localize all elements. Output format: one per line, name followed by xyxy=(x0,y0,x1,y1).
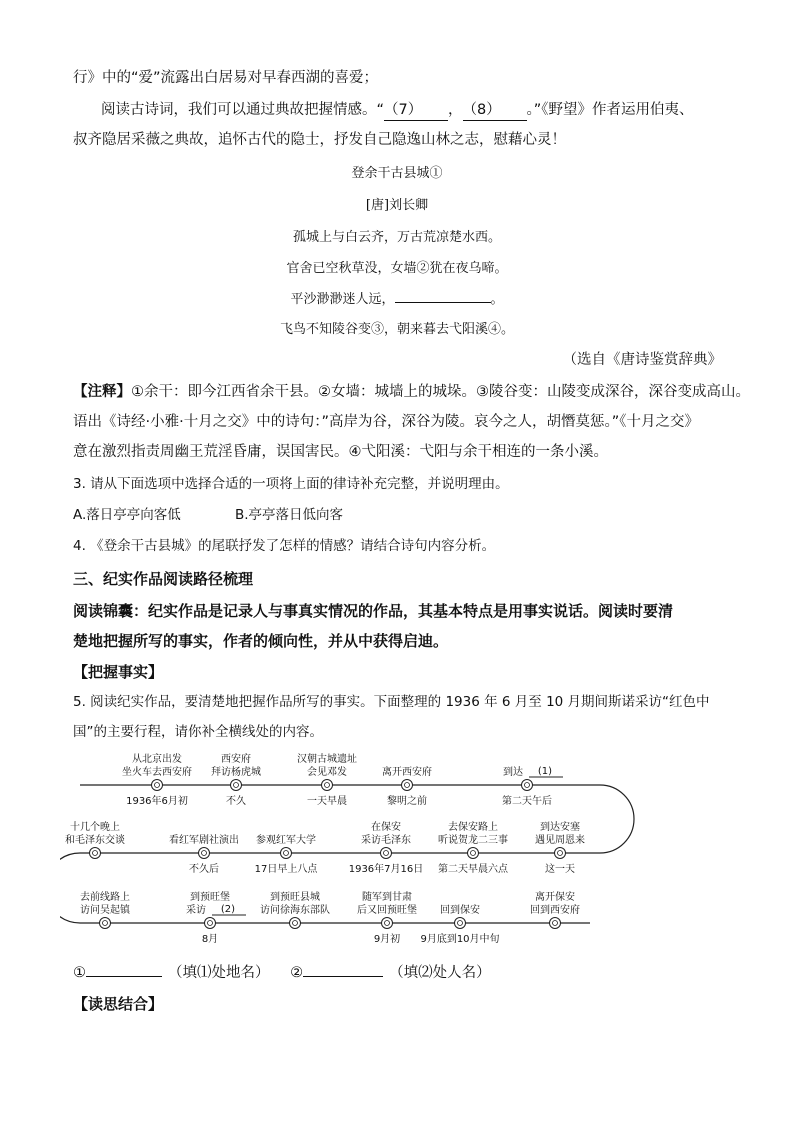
tip-line: 阅读锦囊：纪实作品是记录人与事真实情况的作品，其基本特点是用事实说话。阅读时要清 xyxy=(73,602,674,620)
question-3: 3. 请从下面选项中选择合适的一项将上面的律诗补充完整，并说明理由。 xyxy=(73,476,509,492)
timeline-stop-label: 到达安塞 xyxy=(540,822,580,833)
timeline-stop-date: 一天早晨 xyxy=(307,796,347,807)
timeline-node xyxy=(550,918,561,929)
timeline-stop-date: 1936年6月初 xyxy=(126,796,188,807)
timeline-stop-date: 1936年7月16日 xyxy=(348,864,424,875)
option-a[interactable]: A.落日亭亭向客低 xyxy=(73,507,181,523)
timeline-stop-label: 随军到甘肃 xyxy=(362,892,412,903)
poem-line: 孤城上与白云齐，万古荒凉楚水西。 xyxy=(292,230,501,245)
timeline-stop-label: 去保安路上 xyxy=(448,822,498,833)
timeline-node xyxy=(381,848,392,859)
timeline-stop-label: 看红军剧社演出 xyxy=(169,835,239,846)
timeline-node xyxy=(455,918,466,929)
timeline-node xyxy=(290,918,301,929)
subsection-title: 【读思结合】 xyxy=(73,995,164,1013)
blank-label: （8） xyxy=(462,102,501,118)
timeline-stop-date: 这一天 xyxy=(545,864,575,875)
timeline-stop-label: 和毛泽东交谈 xyxy=(65,835,125,846)
timeline-blank-label: (2) xyxy=(220,904,236,915)
timeline-node xyxy=(281,848,292,859)
timeline-node xyxy=(468,848,479,859)
poem-title: 登余干古县城① xyxy=(351,166,443,181)
itinerary-timeline xyxy=(60,740,640,960)
timeline-node xyxy=(555,848,566,859)
timeline-stop-label: 在保安 xyxy=(371,822,401,833)
timeline-stop-label: 采访毛泽东 xyxy=(361,835,411,846)
poem-line: 官舍已空秋草没，女墙②犹在夜乌啼。 xyxy=(286,261,508,276)
answer-2-hint: （填⑵处人名） xyxy=(389,965,491,981)
timeline-stop-label: 听说贺龙二三事 xyxy=(438,835,508,846)
timeline-stop-label: 后又回预旺堡 xyxy=(357,905,417,916)
timeline-stop-label: 从北京出发 xyxy=(132,754,182,765)
section-title: 三、纪实作品阅读路径梳理 xyxy=(73,570,254,588)
timeline-stop-label: 坐火车去西安府 xyxy=(122,767,192,778)
text-fragment: 。”《野望》作者运用伯夷、 xyxy=(526,102,694,118)
question-5-cont: 国”的主要行程，请你补全横线处的内容。 xyxy=(73,724,323,740)
blank-7[interactable] xyxy=(384,100,448,121)
timeline-stop-label: 会见邓发 xyxy=(307,767,347,778)
timeline-node xyxy=(100,918,111,929)
answer-1-hint: （填⑴处地名） xyxy=(168,965,270,981)
tip-line: 楚地把握所写的事实，作者的倾向性，并从中获得启迪。 xyxy=(73,632,449,650)
note-line xyxy=(73,382,750,402)
text-line-with-blanks: 阅读古诗词，我们可以通过典故把握情感。“（7） ，（8） 。”《野望》作者运用伯夷、 xyxy=(101,100,694,121)
timeline-stop-label: 到达 xyxy=(503,767,523,778)
poem-blank[interactable] xyxy=(395,290,491,303)
timeline-stop-label: 访问吴起镇 xyxy=(80,905,130,916)
timeline-stop-date: 第二天午后 xyxy=(502,796,552,807)
timeline-stop-label: 参观红军大学 xyxy=(256,835,316,846)
timeline-stop-date: 黎明之前 xyxy=(387,796,427,807)
timeline-node xyxy=(382,918,393,929)
poem-line-with-blank xyxy=(0,288,794,307)
answer-1-blank[interactable] xyxy=(86,962,162,977)
timeline-stop-label: 离开西安府 xyxy=(382,767,432,778)
timeline-blank-label: (1) xyxy=(537,766,553,777)
timeline-stop-label: 离开保安 xyxy=(535,892,575,903)
timeline-node xyxy=(522,780,533,791)
timeline-stop-label: 十几个晚上 xyxy=(70,822,120,833)
timeline-stop-label: 到预旺县城 xyxy=(270,892,320,903)
answer-2-blank[interactable] xyxy=(303,962,383,977)
option-b[interactable]: B.亭亭落日低向客 xyxy=(235,507,344,523)
note-line: 语出《诗经·小雅·十月之交》中的诗句：”高岸为谷，深谷为陵。哀今之人，胡憯莫惩。”《十月之交》 xyxy=(73,414,699,430)
timeline-stop-label: 回到西安府 xyxy=(530,905,580,916)
timeline-stop-label: 去前线路上 xyxy=(80,892,130,903)
text-fragment: 阅读古诗词，我们可以通过典故把握情感。“ xyxy=(101,102,385,118)
timeline-stop-date: 9月初 xyxy=(373,934,401,945)
text-line: 行》中的“爱”流露出白居易对早春西湖的喜爱； xyxy=(73,70,379,86)
timeline-stop-label: 回到保安 xyxy=(440,905,480,916)
timeline-stop-label: 拜访杨虎城 xyxy=(211,767,261,778)
poem-source: （选自《唐诗鉴赏辞典》 xyxy=(562,352,722,368)
answer-2-label: ② xyxy=(290,965,304,981)
timeline-stop-date: 8月 xyxy=(201,934,219,945)
timeline-stop-date: 不久后 xyxy=(189,864,219,875)
timeline-stop-label: 访问徐海东部队 xyxy=(260,905,330,916)
timeline-stop-label: 遇见周恩来 xyxy=(535,835,585,846)
timeline-stop-label: 到预旺堡 xyxy=(190,892,230,903)
timeline-stop-date: 不久 xyxy=(226,796,246,807)
timeline-stop-date: 9月底到10月中旬 xyxy=(420,934,500,945)
poem-fragment: 平沙渺渺迷人远， xyxy=(290,292,395,307)
timeline-stop-label: 汉朝古城遗址 xyxy=(297,754,357,765)
timeline-node xyxy=(402,780,413,791)
note-text: ①余干：即今江西省余干县。②女墙：城墙上的城垛。③陵谷变：山陵变成深谷，深谷变成高山。 xyxy=(131,384,750,400)
timeline-stop-date: 17日早上八点 xyxy=(254,864,318,875)
subsection-title: 【把握事实】 xyxy=(73,663,164,681)
question-5: 5. 阅读纪实作品，要清楚地把握作品所写的事实。下面整理的 1936 年 6 月至 10 月期间斯诺采访“红色中 xyxy=(73,694,710,710)
answer-1-label: ① xyxy=(73,965,86,981)
question-4: 4. 《登余干古县城》的尾联抒发了怎样的情感？请结合诗句内容分析。 xyxy=(73,538,496,554)
timeline-node xyxy=(322,780,333,791)
blank-label: （7） xyxy=(384,102,423,118)
timeline-stop-label: 采访 xyxy=(186,905,206,916)
timeline-node xyxy=(152,780,163,791)
note-line: 意在激烈指责周幽王荒淫昏庸，误国害民。④弋阳溪：弋阳与余干相连的一条小溪。 xyxy=(73,444,608,460)
timeline-node xyxy=(90,848,101,859)
timeline-node xyxy=(231,780,242,791)
answer-line xyxy=(73,962,491,983)
poem-line: 飞鸟不知陵谷变③，朝来暮去弋阳溪④。 xyxy=(279,322,514,337)
blank-8[interactable] xyxy=(463,100,527,121)
poem-author: [唐]刘长卿 xyxy=(365,198,429,213)
poem-fragment: 。 xyxy=(490,292,504,307)
timeline-node xyxy=(199,848,210,859)
timeline-stop-label: 西安府 xyxy=(221,754,251,765)
timeline-stop-date: 第二天早晨六点 xyxy=(438,864,508,875)
text-line: 叔齐隐居采薇之典故，追怀古代的隐士，抒发自己隐逸山林之志，慰藉心灵！ xyxy=(73,132,566,148)
timeline-node xyxy=(205,918,216,929)
note-head: 【注释】 xyxy=(73,384,131,400)
